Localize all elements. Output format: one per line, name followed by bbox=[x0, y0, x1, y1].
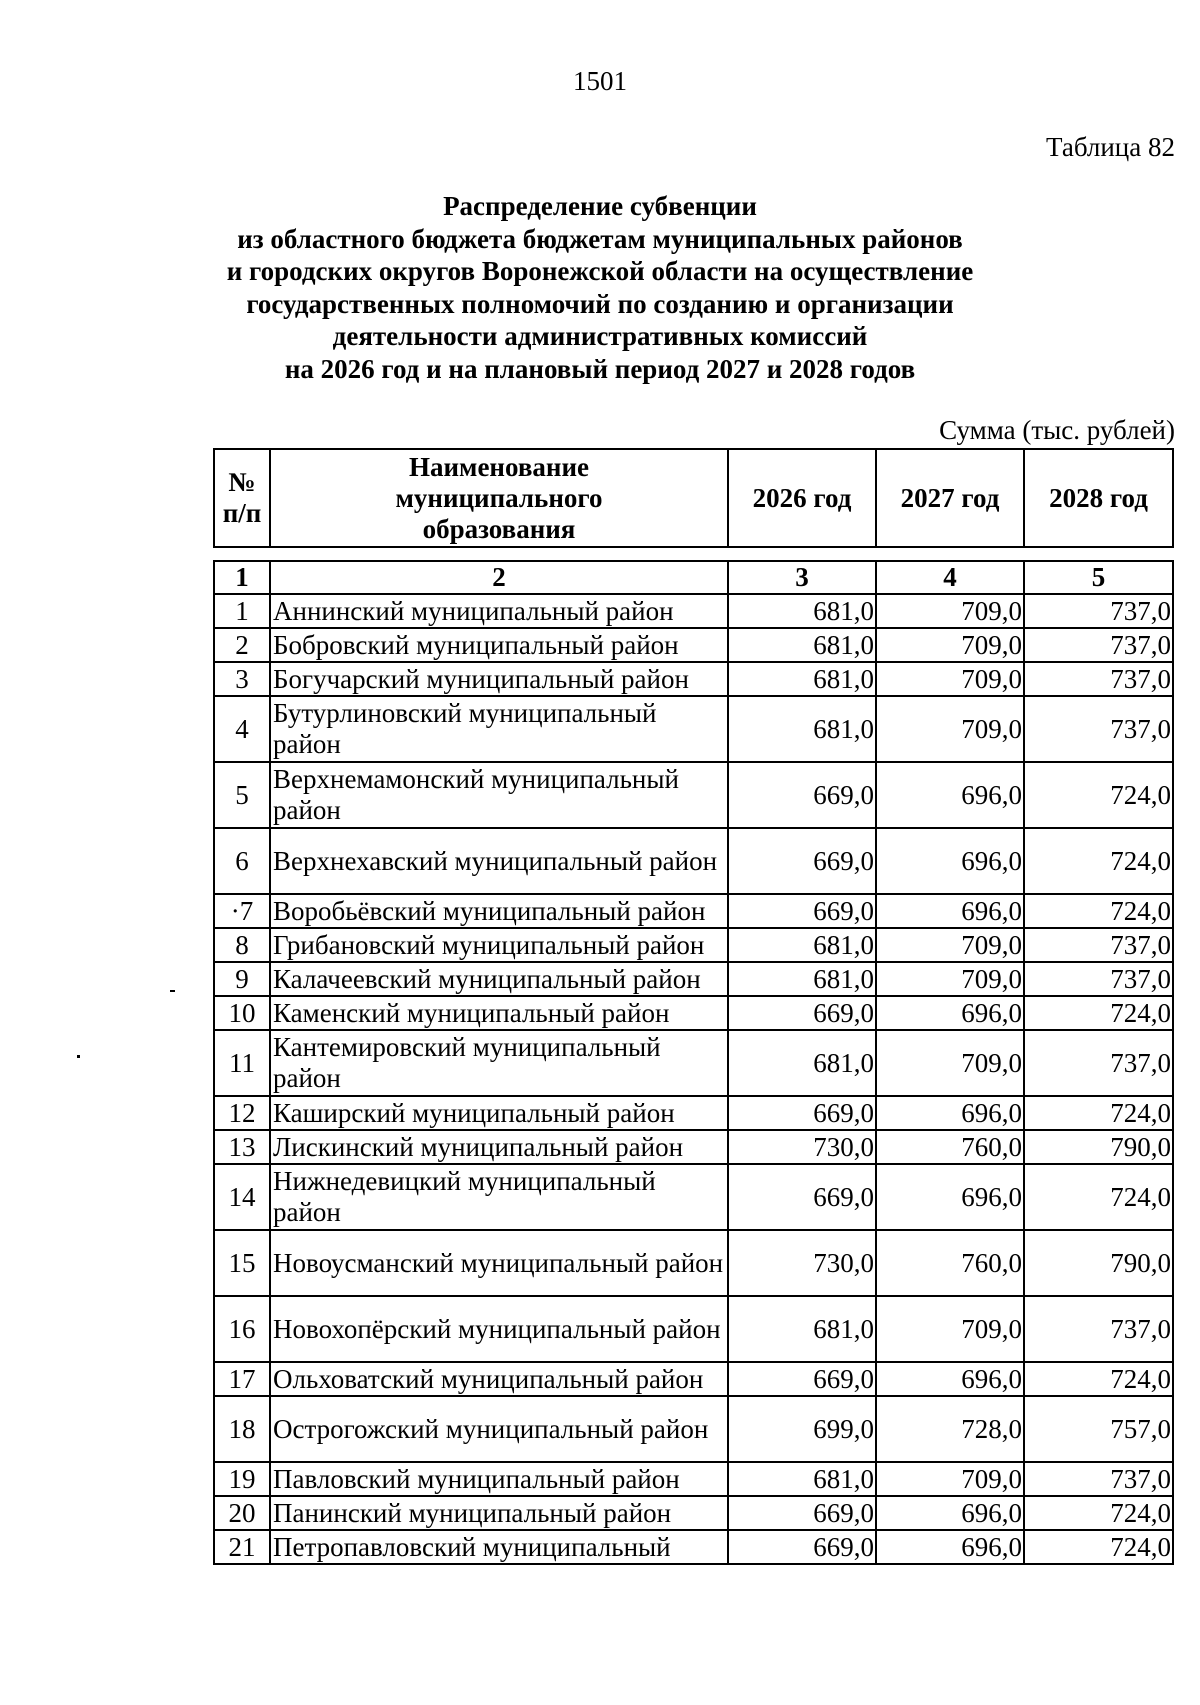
municipality-name: Павловский муниципальный район bbox=[270, 1462, 728, 1496]
value-2027: 709,0 bbox=[876, 662, 1024, 696]
row-number: 21 bbox=[214, 1530, 270, 1564]
municipality-name: Бобровский муниципальный район bbox=[270, 628, 728, 662]
value-2027: 709,0 bbox=[876, 962, 1024, 996]
row-number: 8 bbox=[214, 928, 270, 962]
value-2028: 737,0 bbox=[1024, 928, 1173, 962]
value-2026: 669,0 bbox=[728, 1096, 876, 1130]
value-2028: 724,0 bbox=[1024, 828, 1173, 894]
title-line: Распределение субвенции bbox=[443, 191, 757, 221]
table-row bbox=[214, 1096, 1173, 1130]
table-row bbox=[214, 1362, 1173, 1396]
table-row bbox=[214, 1496, 1173, 1530]
table-row bbox=[214, 1296, 1173, 1362]
row-number: 14 bbox=[214, 1164, 270, 1230]
title-line: и городских округов Воронежской области на осуществление bbox=[226, 256, 974, 286]
title-line: деятельности административных комиссий bbox=[332, 321, 868, 351]
value-2027: 728,0 bbox=[876, 1396, 1024, 1462]
row-number: 15 bbox=[214, 1230, 270, 1296]
value-2028: 724,0 bbox=[1024, 1362, 1173, 1396]
value-2028: 737,0 bbox=[1024, 662, 1173, 696]
column-number: 4 bbox=[876, 561, 1024, 594]
municipality-name: Богучарский муниципальный район bbox=[270, 662, 728, 696]
value-2027: 696,0 bbox=[876, 1362, 1024, 1396]
row-number: 5 bbox=[214, 762, 270, 828]
municipality-name: Каширский муниципальный район bbox=[270, 1096, 728, 1130]
row-number: 17 bbox=[214, 1362, 270, 1396]
municipality-name: Нижнедевицкий муниципальный район bbox=[270, 1164, 728, 1230]
value-2028: 737,0 bbox=[1024, 696, 1173, 762]
municipality-name: Грибановский муниципальный район bbox=[270, 928, 728, 962]
value-2027: 696,0 bbox=[876, 1096, 1024, 1130]
header-num: № п/п bbox=[214, 449, 270, 547]
page-number: 1501 bbox=[573, 66, 627, 96]
value-2027: 709,0 bbox=[876, 696, 1024, 762]
municipality-name: Кантемировский муниципальный район bbox=[270, 1030, 728, 1096]
municipality-name: Бутурлиновский муниципальный район bbox=[270, 696, 728, 762]
column-number: 3 bbox=[728, 561, 876, 594]
scan-mark bbox=[77, 1055, 80, 1058]
municipality-name: Верхнемамонский муниципальный район bbox=[270, 762, 728, 828]
municipality-name: Верхнехавский муниципальный район bbox=[270, 828, 728, 894]
municipality-name: Панинский муниципальный район bbox=[270, 1496, 728, 1530]
table-header bbox=[213, 448, 1174, 548]
municipality-name: Каменский муниципальный район bbox=[270, 996, 728, 1030]
value-2026: 669,0 bbox=[728, 828, 876, 894]
value-2027: 696,0 bbox=[876, 1496, 1024, 1530]
column-numbers-row bbox=[214, 561, 1173, 594]
municipality-name: Ольховатский муниципальный район bbox=[270, 1362, 728, 1396]
row-number: 12 bbox=[214, 1096, 270, 1130]
value-2028: 757,0 bbox=[1024, 1396, 1173, 1462]
value-2026: 681,0 bbox=[728, 662, 876, 696]
table-row bbox=[214, 1030, 1173, 1096]
municipality-name: Лискинский муниципальный район bbox=[270, 1130, 728, 1164]
table-row bbox=[214, 962, 1173, 996]
value-2027: 696,0 bbox=[876, 996, 1024, 1030]
value-2028: 724,0 bbox=[1024, 894, 1173, 928]
data-table bbox=[213, 560, 1174, 1565]
value-2028: 724,0 bbox=[1024, 1164, 1173, 1230]
table-row bbox=[214, 928, 1173, 962]
value-2026: 681,0 bbox=[728, 1296, 876, 1362]
value-2026: 681,0 bbox=[728, 1462, 876, 1496]
title-line: государственных полномочий по созданию и организации bbox=[246, 288, 954, 319]
row-number: 16 bbox=[214, 1296, 270, 1362]
header-2028: 2028 год bbox=[1024, 449, 1173, 547]
row-number: 10 bbox=[214, 996, 270, 1030]
table-number: Таблица 82 bbox=[1046, 132, 1175, 162]
row-number: 2 bbox=[214, 628, 270, 662]
table-row bbox=[214, 1462, 1173, 1496]
value-2026: 681,0 bbox=[728, 594, 876, 628]
row-number: 1 bbox=[214, 594, 270, 628]
value-2027: 696,0 bbox=[876, 894, 1024, 928]
value-2026: 730,0 bbox=[728, 1230, 876, 1296]
row-number: 19 bbox=[214, 1462, 270, 1496]
table-row bbox=[214, 1230, 1173, 1296]
value-2027: 709,0 bbox=[876, 928, 1024, 962]
row-number: 9 bbox=[214, 962, 270, 996]
municipality-name: Острогожский муниципальный район bbox=[270, 1396, 728, 1462]
value-2026: 681,0 bbox=[728, 628, 876, 662]
value-2026: 681,0 bbox=[728, 696, 876, 762]
value-2026: 669,0 bbox=[728, 1530, 876, 1564]
value-2027: 709,0 bbox=[876, 628, 1024, 662]
row-number: 3 bbox=[214, 662, 270, 696]
header-2026: 2026 год bbox=[728, 449, 876, 547]
table-row bbox=[214, 1530, 1173, 1564]
table-row bbox=[214, 1396, 1173, 1462]
header-name: Наименование муниципального образования bbox=[270, 449, 728, 547]
value-2026: 699,0 bbox=[728, 1396, 876, 1462]
value-2027: 696,0 bbox=[876, 1164, 1024, 1230]
value-2026: 669,0 bbox=[728, 894, 876, 928]
value-2028: 790,0 bbox=[1024, 1130, 1173, 1164]
header-2027: 2027 год bbox=[876, 449, 1024, 547]
value-2027: 709,0 bbox=[876, 1462, 1024, 1496]
units-label: Сумма (тыс. рублей) bbox=[939, 415, 1175, 445]
document-title bbox=[0, 190, 1200, 385]
value-2028: 724,0 bbox=[1024, 1096, 1173, 1130]
row-number: 11 bbox=[214, 1030, 270, 1096]
value-2028: 737,0 bbox=[1024, 1462, 1173, 1496]
value-2027: 696,0 bbox=[876, 828, 1024, 894]
value-2028: 737,0 bbox=[1024, 594, 1173, 628]
title-line: из областного бюджета бюджетам муниципальных районов bbox=[237, 223, 963, 254]
value-2026: 669,0 bbox=[728, 762, 876, 828]
table-row bbox=[214, 1164, 1173, 1230]
title-line: на 2026 год и на плановый период 2027 и 2028 годов bbox=[284, 353, 916, 384]
value-2026: 681,0 bbox=[728, 1030, 876, 1096]
value-2027: 709,0 bbox=[876, 1296, 1024, 1362]
value-2026: 669,0 bbox=[728, 1362, 876, 1396]
table-row bbox=[214, 1130, 1173, 1164]
column-number: 1 bbox=[214, 561, 270, 594]
value-2027: 696,0 bbox=[876, 762, 1024, 828]
table-row bbox=[214, 762, 1173, 828]
value-2028: 724,0 bbox=[1024, 762, 1173, 828]
header-row bbox=[214, 449, 1173, 547]
value-2026: 730,0 bbox=[728, 1130, 876, 1164]
value-2028: 790,0 bbox=[1024, 1230, 1173, 1296]
value-2028: 737,0 bbox=[1024, 962, 1173, 996]
table-row bbox=[214, 662, 1173, 696]
column-number: 5 bbox=[1024, 561, 1173, 594]
table-row bbox=[214, 894, 1173, 928]
value-2028: 737,0 bbox=[1024, 628, 1173, 662]
table-row bbox=[214, 628, 1173, 662]
table-row bbox=[214, 594, 1173, 628]
row-number: 18 bbox=[214, 1396, 270, 1462]
value-2028: 724,0 bbox=[1024, 996, 1173, 1030]
value-2027: 696,0 bbox=[876, 1530, 1024, 1564]
municipality-name: Петропавловский муниципальный bbox=[270, 1530, 728, 1564]
row-number: ·7 bbox=[214, 894, 270, 928]
table-row bbox=[214, 828, 1173, 894]
value-2028: 737,0 bbox=[1024, 1030, 1173, 1096]
value-2028: 737,0 bbox=[1024, 1296, 1173, 1362]
value-2027: 760,0 bbox=[876, 1130, 1024, 1164]
value-2026: 669,0 bbox=[728, 1164, 876, 1230]
scan-mark bbox=[170, 990, 175, 992]
row-number: 6 bbox=[214, 828, 270, 894]
value-2026: 681,0 bbox=[728, 928, 876, 962]
value-2026: 669,0 bbox=[728, 996, 876, 1030]
row-number: 4 bbox=[214, 696, 270, 762]
value-2027: 760,0 bbox=[876, 1230, 1024, 1296]
value-2026: 669,0 bbox=[728, 1496, 876, 1530]
value-2027: 709,0 bbox=[876, 1030, 1024, 1096]
table-row bbox=[214, 696, 1173, 762]
municipality-name: Новохопёрский муниципальный район bbox=[270, 1296, 728, 1362]
row-number: 20 bbox=[214, 1496, 270, 1530]
value-2026: 681,0 bbox=[728, 962, 876, 996]
municipality-name: Воробьёвский муниципальный район bbox=[270, 894, 728, 928]
municipality-name: Калачеевский муниципальный район bbox=[270, 962, 728, 996]
table-row bbox=[214, 996, 1173, 1030]
value-2028: 724,0 bbox=[1024, 1496, 1173, 1530]
value-2028: 724,0 bbox=[1024, 1530, 1173, 1564]
column-number: 2 bbox=[270, 561, 728, 594]
value-2027: 709,0 bbox=[876, 594, 1024, 628]
municipality-name: Новоусманский муниципальный район bbox=[270, 1230, 728, 1296]
row-number: 13 bbox=[214, 1130, 270, 1164]
municipality-name: Аннинский муниципальный район bbox=[270, 594, 728, 628]
